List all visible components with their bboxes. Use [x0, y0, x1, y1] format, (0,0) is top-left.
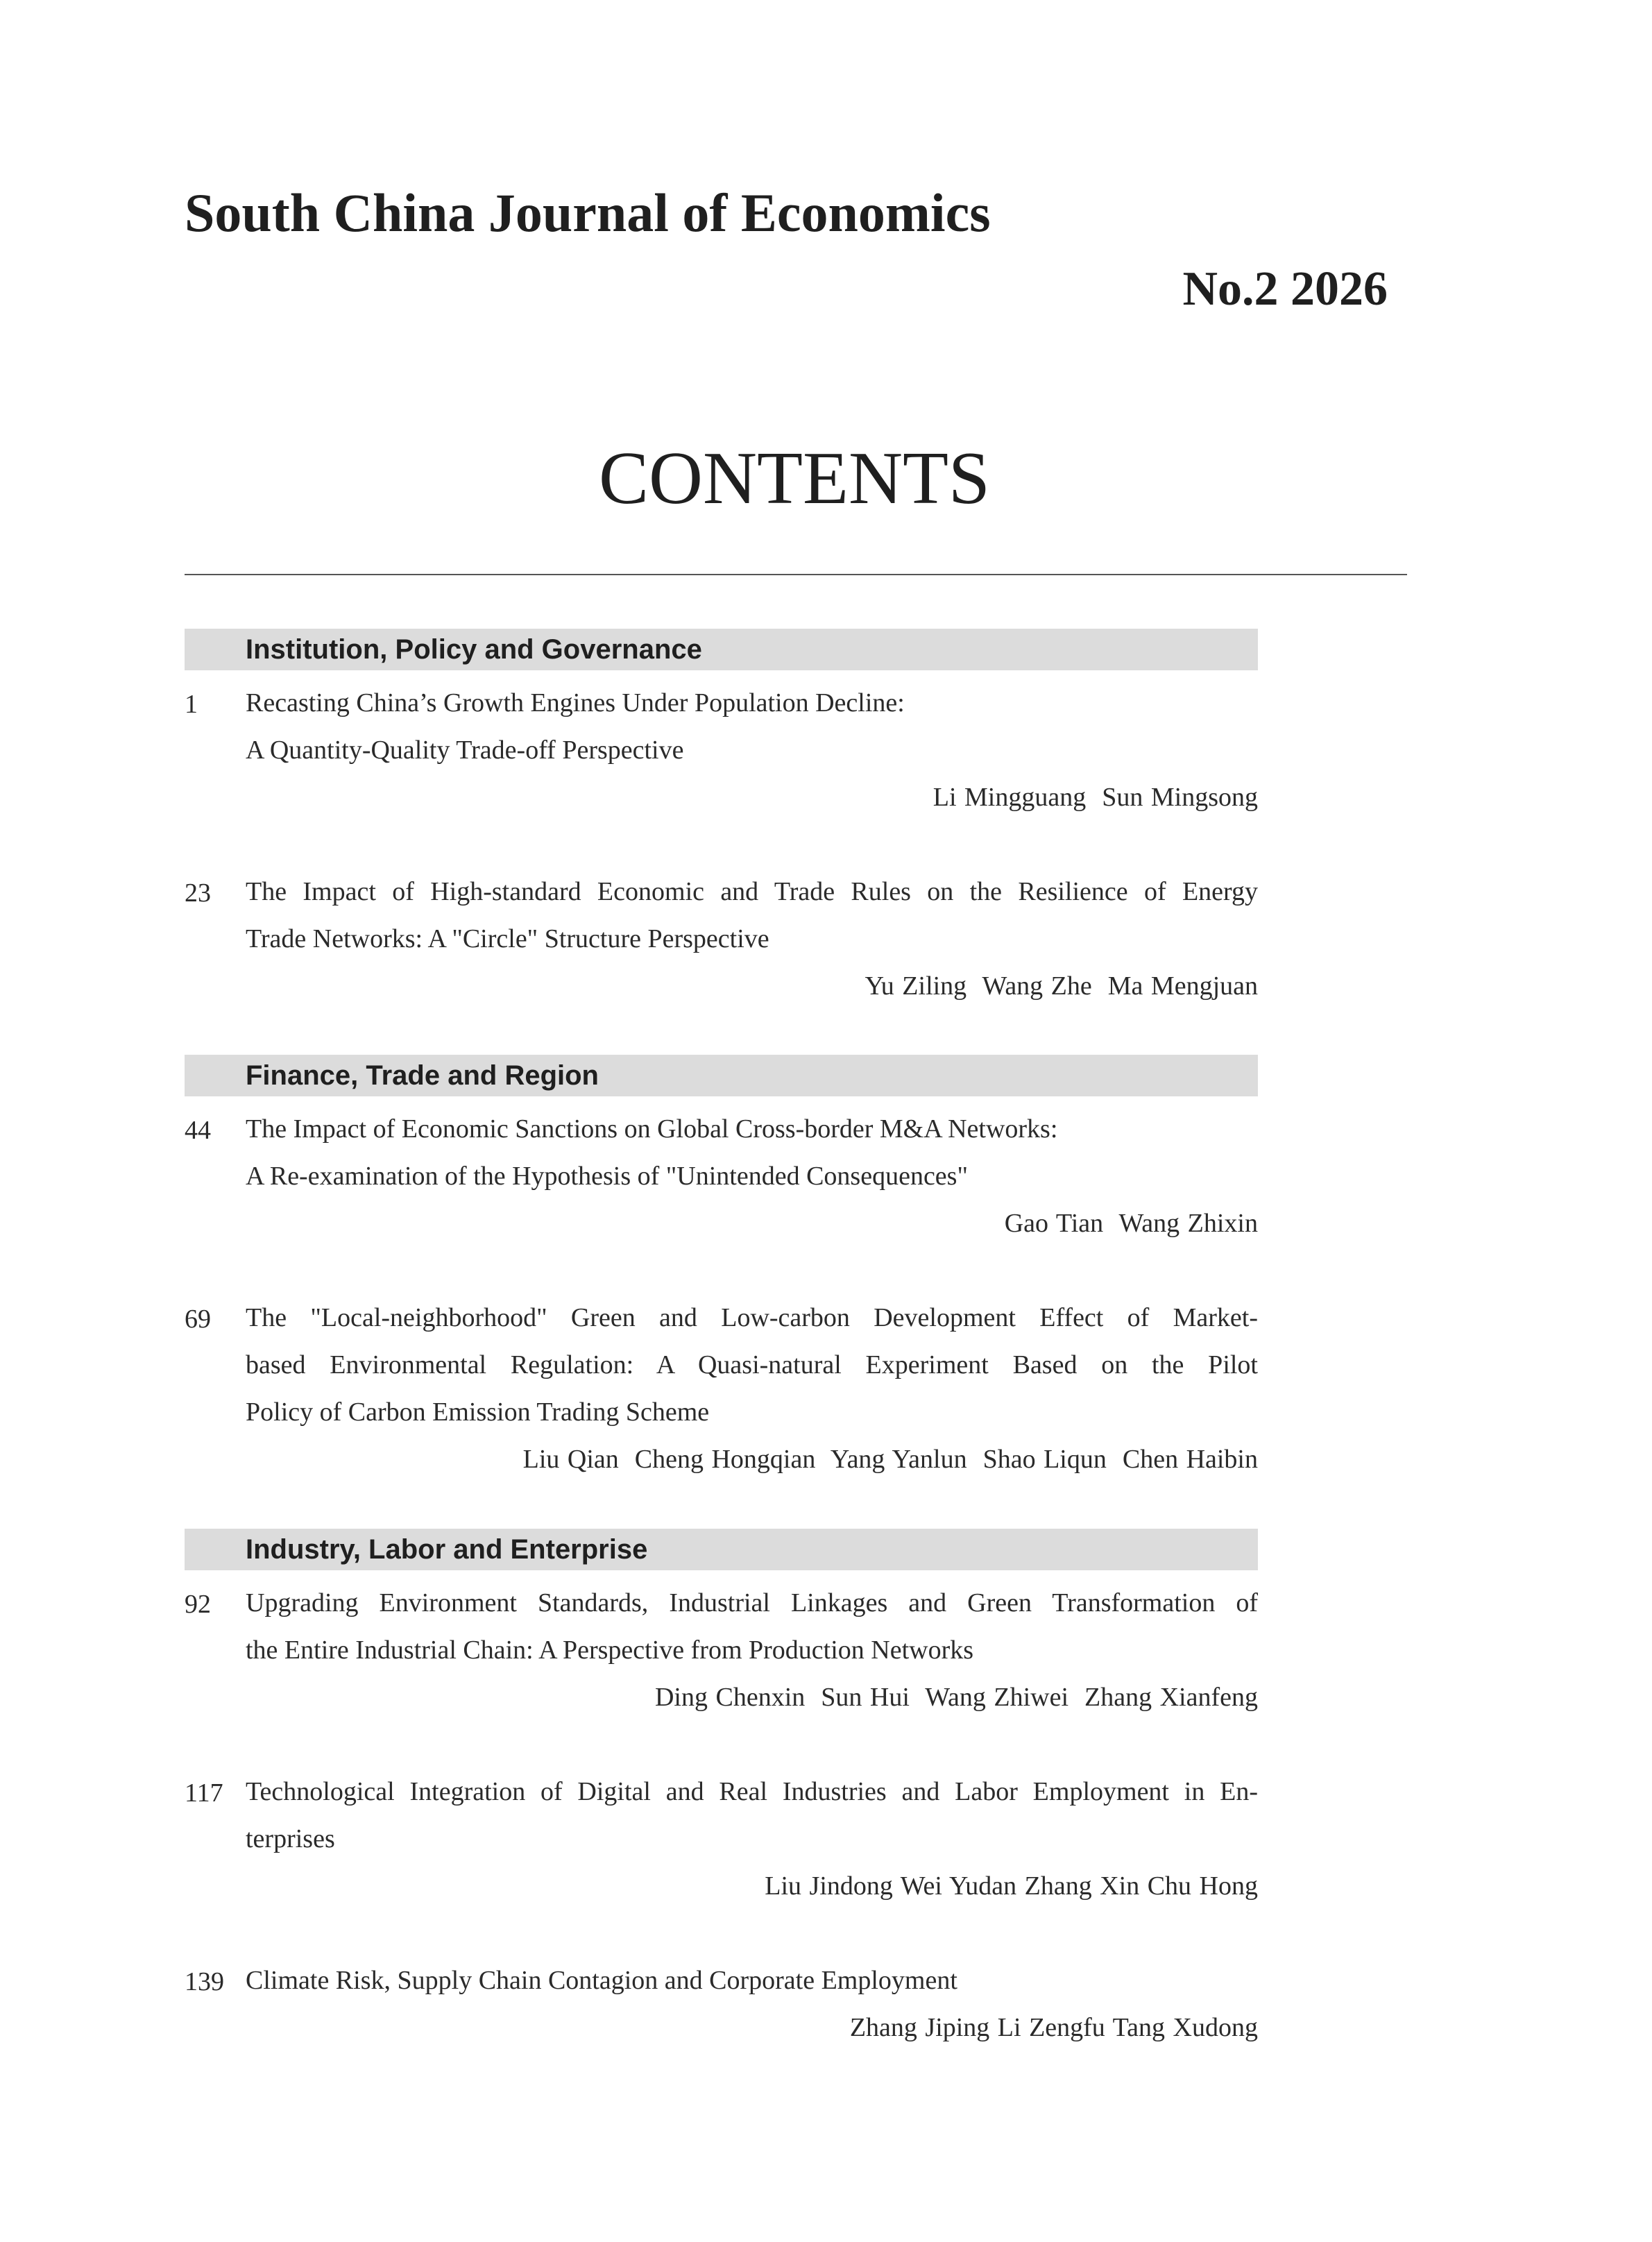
toc-entry[interactable]: [185, 1957, 1258, 2051]
article-title: [246, 1579, 1258, 1674]
toc-entry[interactable]: [185, 1105, 1258, 1247]
section-industry-labor-enterprise: [185, 1529, 1258, 2051]
page-number: 69: [185, 1305, 211, 1334]
title-line: The Impact of Economic Sanctions on Global Cross-border M&A Networks:: [246, 1114, 1058, 1144]
title-line: the Entire Industrial Chain: A Perspective from Production Networks: [246, 1636, 974, 1665]
article-title: [246, 1768, 1258, 1862]
section-title: Industry, Labor and Enterprise: [246, 1534, 648, 1565]
article-authors: Liu Jindong Wei Yudan Zhang Xin Chu Hong: [765, 1871, 1258, 1901]
title-line: Upgrading Environment Standards, Industrial Linkages and Green Transformation of: [246, 1588, 1258, 1617]
heading-divider: [185, 574, 1407, 575]
page-number: 44: [185, 1116, 211, 1145]
page-number: 1: [185, 690, 198, 719]
title-line: The Impact of High-standard Economic and Trade Rules on the Resilience of Energy: [246, 877, 1258, 906]
article-title: [246, 1105, 1258, 1200]
article-title: [246, 679, 1258, 774]
issue-number: No.2 2026: [1182, 262, 1388, 316]
title-line: Recasting China’s Growth Engines Under Population Decline:: [246, 688, 905, 717]
article-authors: Li Mingguang Sun Mingsong: [933, 783, 1258, 812]
title-line: The "Local-neighborhood" Green and Low-carbon Development Effect of Market-: [246, 1303, 1258, 1332]
toc-entry[interactable]: [185, 868, 1258, 1010]
article-title: [246, 868, 1258, 962]
section-finance-trade-region: [185, 1055, 1258, 1483]
journal-title: South China Journal of Economics: [185, 182, 991, 243]
contents-heading: CONTENTS: [599, 437, 990, 520]
title-line: Climate Risk, Supply Chain Contagion and Corporate Employment: [246, 1966, 957, 1995]
article-authors: Gao Tian Wang Zhixin: [1004, 1209, 1258, 1238]
toc-entry[interactable]: [185, 679, 1258, 821]
toc-entry[interactable]: [185, 1768, 1258, 1910]
title-line: Policy of Carbon Emission Trading Scheme: [246, 1398, 710, 1427]
section-institution-policy-governance: [185, 629, 1258, 1010]
section-title: Institution, Policy and Governance: [246, 634, 702, 665]
toc-entry[interactable]: [185, 1579, 1258, 1721]
section-title: Finance, Trade and Region: [246, 1060, 599, 1091]
toc-entry[interactable]: [185, 1294, 1258, 1483]
title-line: Technological Integration of Digital and Real Industries and Labor Employment in En-: [246, 1777, 1258, 1806]
article-authors: Ding Chenxin Sun Hui Wang Zhiwei Zhang Xianfeng: [654, 1683, 1258, 1712]
article-authors: Zhang Jiping Li Zengfu Tang Xudong: [849, 2013, 1258, 2042]
page-number: 139: [185, 1967, 224, 1996]
page-number: 117: [185, 1778, 223, 1808]
title-line: A Re-examination of the Hypothesis of "Unintended Consequences": [246, 1162, 968, 1191]
section-header: [185, 629, 1258, 670]
article-title: [246, 1294, 1258, 1436]
section-header: [185, 1529, 1258, 1570]
article-authors: Yu Ziling Wang Zhe Ma Mengjuan: [865, 971, 1258, 1001]
page-number: 92: [185, 1590, 211, 1619]
title-line: Trade Networks: A "Circle" Structure Perspective: [246, 924, 769, 953]
article-authors: Liu Qian Cheng Hongqian Yang Yanlun Shao Liqun Chen Haibin: [522, 1445, 1258, 1474]
article-title: [246, 1957, 1258, 2004]
page-number: 23: [185, 878, 211, 908]
section-header: [185, 1055, 1258, 1096]
title-line: terprises: [246, 1824, 335, 1853]
title-line: A Quantity-Quality Trade-off Perspective: [246, 736, 684, 765]
title-line: based Environmental Regulation: A Quasi-natural Experiment Based on the Pilot: [246, 1350, 1258, 1379]
